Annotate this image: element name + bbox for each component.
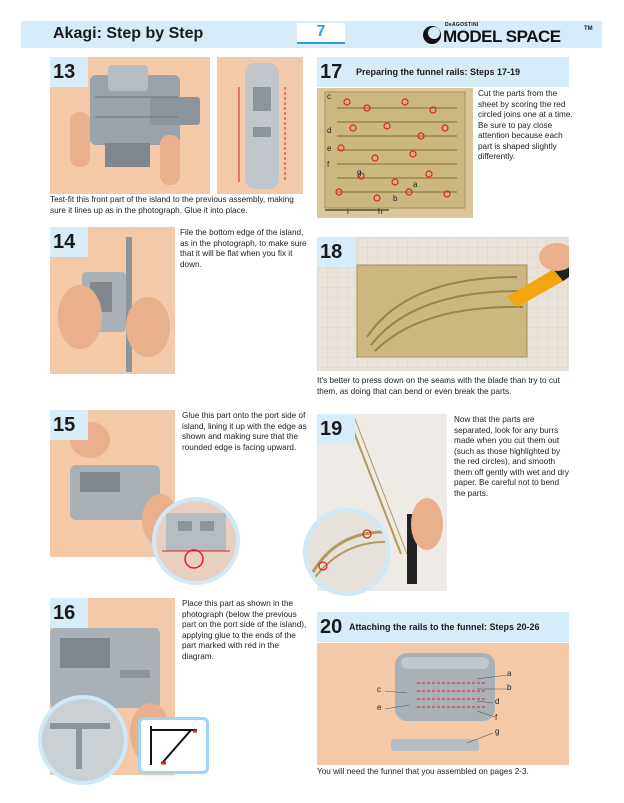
step-17-label-g: g (357, 168, 362, 177)
step-20-caption: You will need the funnel that you assembled on pages 2-3. (317, 767, 529, 776)
step-13-photo-detail (217, 57, 303, 194)
page-number: 7 (297, 23, 345, 44)
step-19-number: 19 (320, 418, 343, 440)
step-17-number: 17 (320, 61, 343, 83)
step-20-photo (317, 643, 569, 765)
step-17-label-b: b (393, 194, 398, 203)
step-15-number: 15 (53, 414, 76, 436)
page-header (21, 21, 602, 48)
step-17-label-e: e (327, 144, 332, 153)
step-17-caption: Cut the parts from the sheet by scoring the red circled joins one at a time. Be sure to pay close attention because each part is shaped slightly differently. (478, 89, 573, 161)
step-17-label-i: i (347, 207, 349, 216)
step-20-label-b: b (507, 683, 512, 692)
burr-closeup-illustration (307, 512, 387, 592)
deagostini-swoosh-icon (421, 24, 443, 46)
model-space-logo (419, 21, 599, 48)
step-20-number: 20 (320, 616, 343, 638)
island-underside-illustration (217, 57, 303, 194)
step-14-caption: File the bottom edge of the island, as in the photograph, to make sure that it will be flat when you fix it down. (180, 228, 307, 269)
step-20-label-f: f (495, 713, 498, 722)
step-20-label-g: g (495, 727, 500, 736)
step-17-title: Preparing the funnel rails: Steps 17-19 (356, 67, 521, 77)
step-20-label-e: e (377, 703, 382, 712)
funnel-rails-illustration (317, 643, 569, 765)
step-20-label-c: c (377, 685, 381, 694)
step-15-caption: Glue this part onto the port side of island, lining it up with the edge as shown and making sure that the rounded edge is facing upward. (182, 411, 307, 452)
step-17-photo (317, 88, 473, 218)
step-17-label-d: d (327, 126, 332, 135)
step-13-caption: Test-fit this front part of the island to the previous assembly, making sure it lines up as in the photograph. Glue it into place. (50, 195, 294, 215)
step-17-label-a: a (413, 180, 418, 189)
step-18-number: 18 (320, 241, 343, 263)
step-20-title: Attaching the rails to the funnel: Steps 20-26 (349, 622, 540, 632)
step-19-caption: Now that the parts are separated, look for any burrs made when you cut them out (such as those highlighted by the red circles), and smooth them off gently with wet and dry paper. Be careful not to bend the parts. (454, 415, 569, 498)
step-16-number: 16 (53, 602, 76, 624)
step-17-label-f: f (327, 160, 330, 169)
step-20-label-a: a (507, 669, 512, 678)
part-closeup-illustration (42, 699, 124, 781)
step-17-label-c: c (327, 92, 331, 101)
step-20-label-d: d (495, 697, 500, 706)
step-15-detail-circle (152, 497, 240, 585)
logo-trademark: TM (584, 26, 593, 32)
step-13-number: 13 (53, 61, 76, 83)
step-18-caption: It's better to press down on the seams with the blade than try to cut them, as doing that can bend or even break the parts. (317, 376, 560, 396)
step-16-caption: Place this part as shown in the photograph (below the previous part on the port side of the island), applying glue to the ends of the part marked with red in the diagram. (182, 599, 307, 661)
step-16-diagram (138, 717, 209, 774)
glue-diagram-illustration (141, 720, 206, 771)
step-17-label-h: h (378, 207, 383, 216)
step-14-number: 14 (53, 231, 76, 253)
logo-brand-text: DeAGOSTINI (445, 22, 479, 28)
rounded-edge-detail-illustration (156, 501, 236, 581)
logo-main-text: MODEL SPACE (443, 27, 561, 46)
step-19-detail-circle (303, 508, 391, 596)
step-16-detail-circle (38, 695, 128, 785)
page-title: Akagi: Step by Step (53, 25, 204, 42)
